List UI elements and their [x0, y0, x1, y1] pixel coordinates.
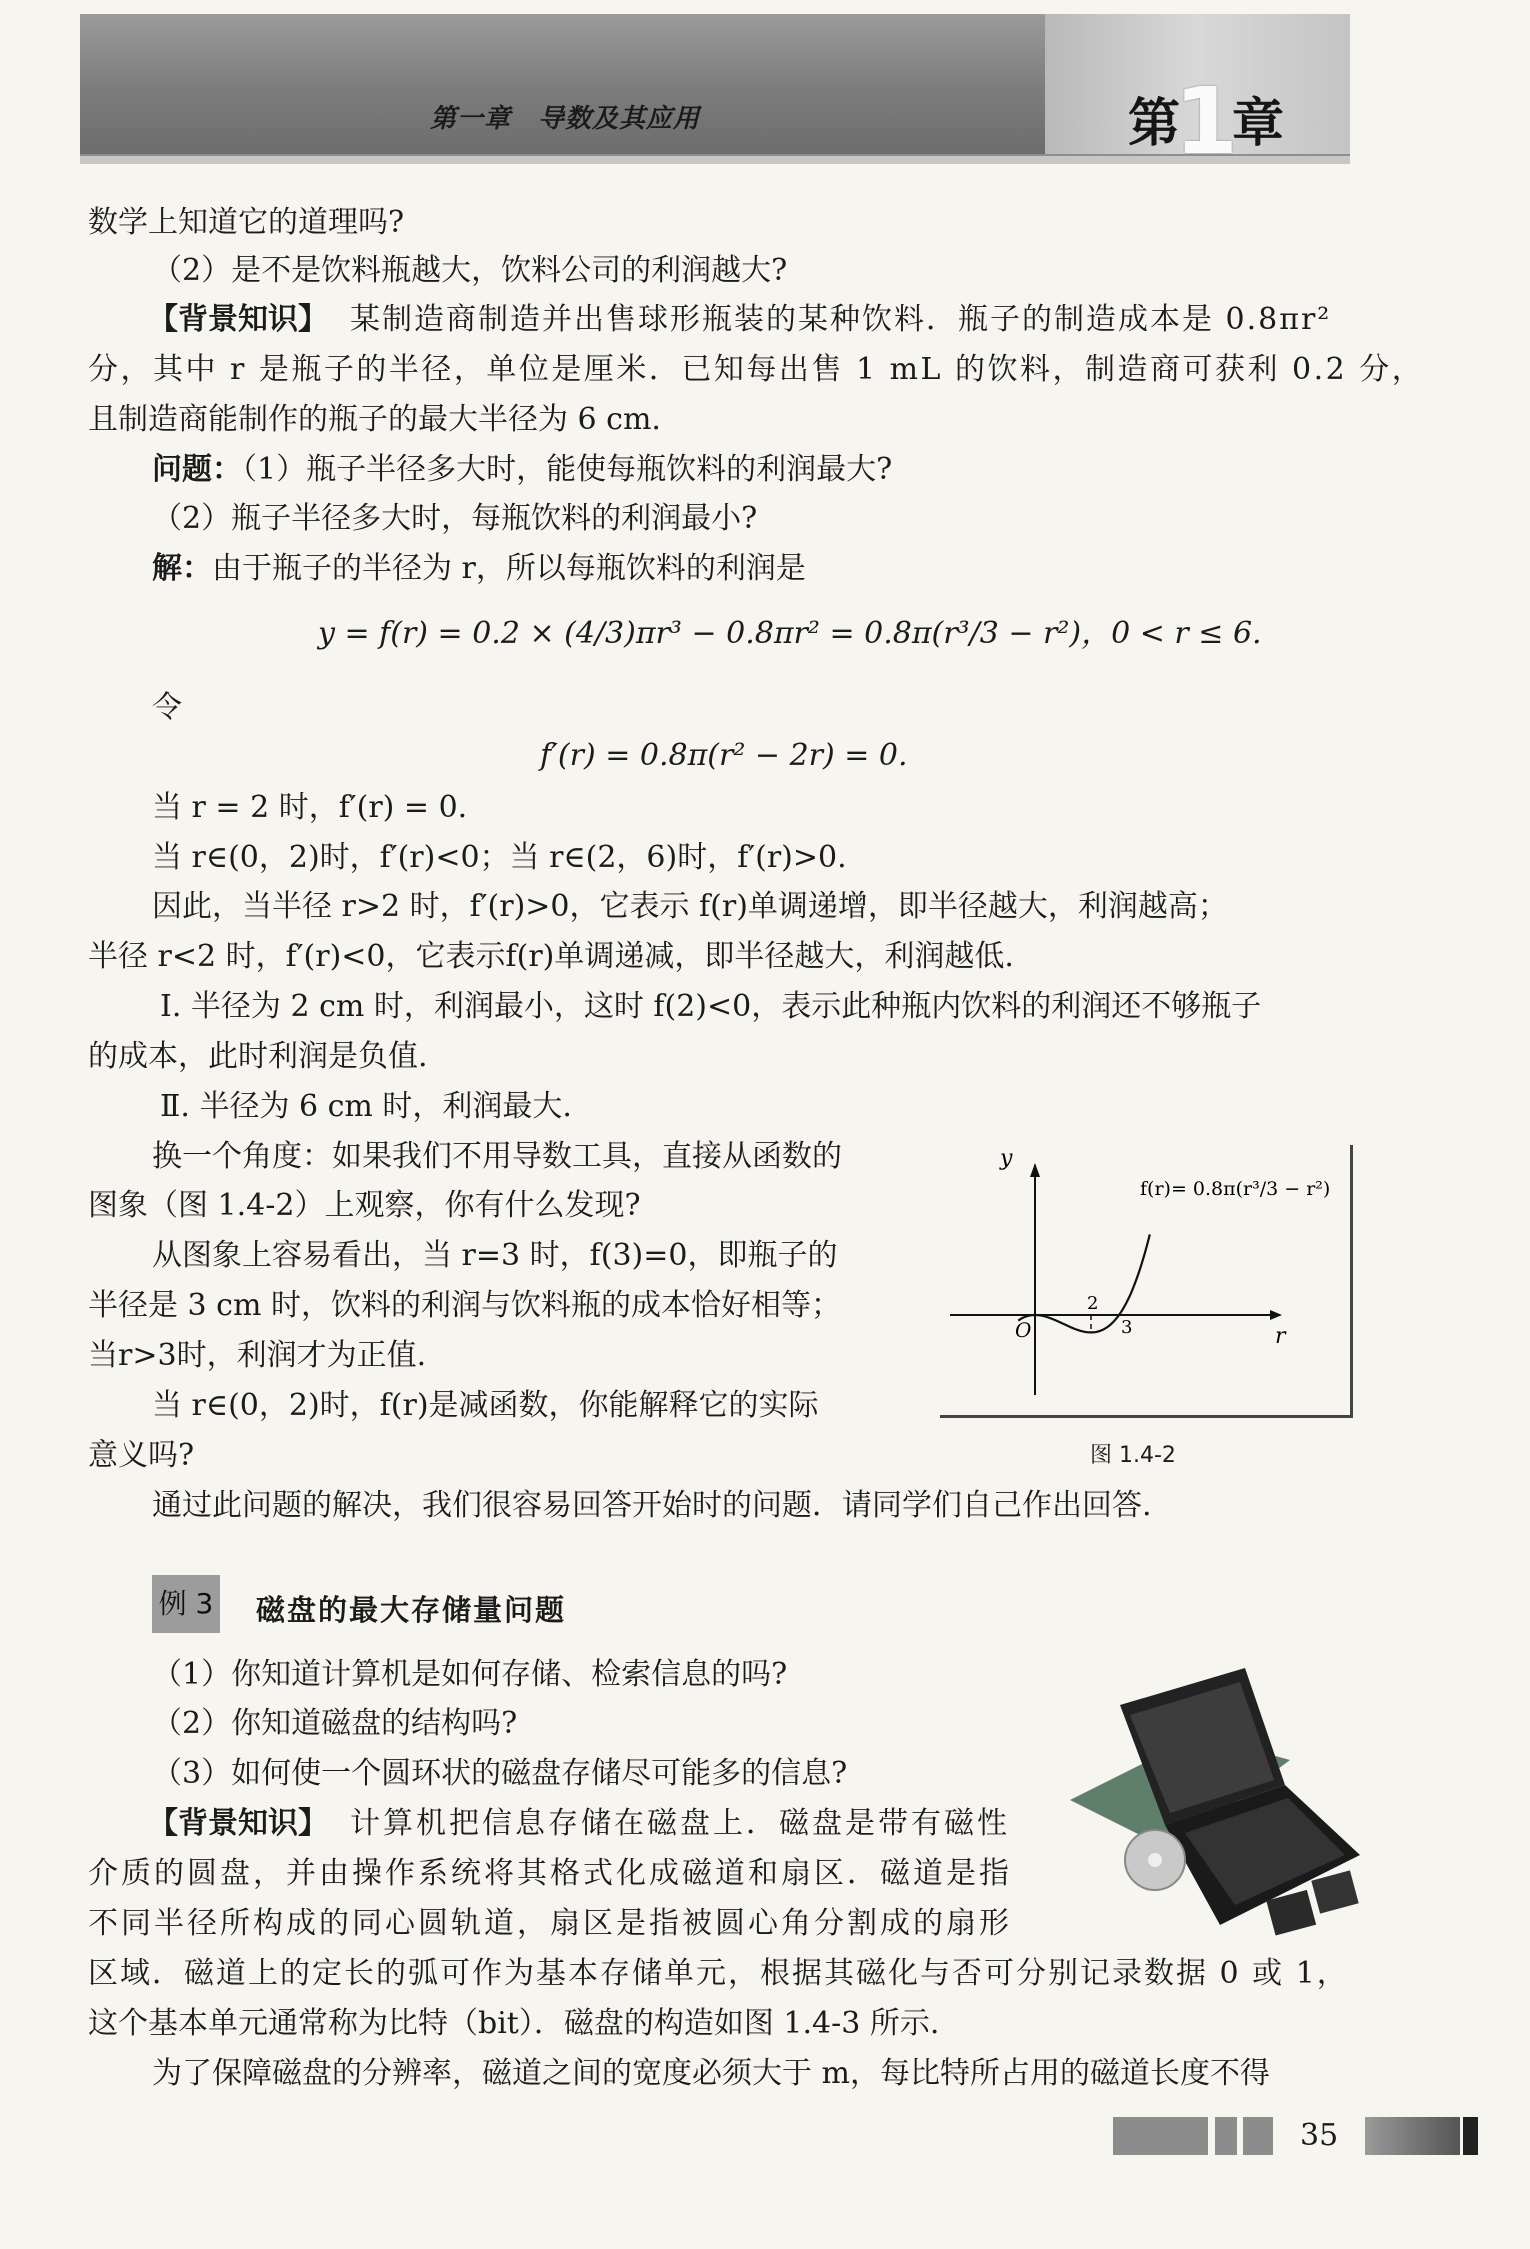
text-line: 半径 r<2 时，f′(r)<0，它表示f(r)单调递减，即半径越大，利润越低.: [88, 939, 1014, 974]
text-line: （2）瓶子半径多大时，每瓶饮料的利润最小?: [152, 501, 758, 536]
footer-bar: [1243, 2117, 1273, 2155]
text-line: 换一个角度：如果我们不用导数工具，直接从函数的: [152, 1139, 842, 1174]
chapter-pre: 第: [1128, 94, 1183, 154]
text-content: 计算机把信息存储在磁盘上．磁盘是带有磁性: [350, 1806, 1010, 1841]
text-line: （1）你知道计算机是如何存储、检索信息的吗?: [152, 1657, 788, 1692]
text-content: 某制造商制造并出售球形瓶装的某种饮料．瓶子的制造成本是 0.8πr²: [350, 302, 1332, 337]
text-line: Ⅰ. 半径为 2 cm 时，利润最小，这时 f(2)<0，表示此种瓶内饮料的利润还不够瓶子: [160, 989, 1262, 1024]
floppy-disk-icon: [1311, 1870, 1358, 1913]
text-line: [152, 452, 892, 488]
text-line: [148, 302, 1331, 338]
text-line: [152, 551, 806, 587]
x-axis-label: r: [1275, 1324, 1286, 1349]
figure-frame: [940, 1145, 1353, 1418]
text-line: 意义吗?: [88, 1438, 195, 1473]
laptop-image: [1060, 1650, 1370, 1950]
equation-derivative: f′(r) = 0.8π(r² − 2r) = 0.: [540, 738, 908, 773]
text-line: 当 r∈(0，2)时，f(r)是减函数，你能解释它的实际: [152, 1388, 819, 1423]
example-label: 例 3: [152, 1575, 220, 1633]
y-axis-arrow: [1030, 1163, 1040, 1177]
text-line: 令: [152, 690, 182, 725]
text-line: 数学上知道它的道理吗?: [88, 205, 405, 240]
laptop-illustration: [1060, 1650, 1370, 1950]
function-graph: [940, 1145, 1350, 1415]
equation-profit: y = f(r) = 0.2 × (4/3)πr³ − 0.8πr² = 0.8π(r³/3 − r²)，0 < r ≤ 6.: [318, 616, 1262, 651]
footer-bar: [1215, 2117, 1237, 2155]
text-line: （3）如何使一个圆环状的磁盘存储尽可能多的信息?: [152, 1756, 848, 1791]
origin-label: O: [1015, 1318, 1032, 1342]
text-line: 分，其中 r 是瓶子的半径，单位是厘米．已知每出售 1 mL 的饮料，制造商可获利 0.2 分，: [88, 352, 1425, 387]
text-line: 介质的圆盘，并由操作系统将其格式化成磁道和扇区．磁道是指: [88, 1856, 1012, 1891]
text-line: （2）是不是饮料瓶越大，饮料公司的利润越大?: [152, 253, 788, 288]
example-title: 磁盘的最大存储量问题: [256, 1593, 567, 1627]
text-content: 由于瓶子的半径为 r，所以每瓶饮料的利润是: [212, 551, 806, 586]
text-line: 当 r = 2 时，f′(r) = 0.: [152, 790, 468, 825]
page-number: 35: [1300, 2118, 1339, 2153]
text-line: Ⅱ. 半径为 6 cm 时，利润最大.: [160, 1089, 572, 1124]
solution-label: 解：: [152, 551, 212, 586]
text-line: 的成本，此时利润是负值.: [88, 1039, 428, 1074]
text-content: （1）瓶子半径多大时，能使每瓶饮料的利润最大?: [242, 452, 893, 487]
footer-bar: [1463, 2117, 1478, 2155]
text-line: 不同半径所构成的同心圆轨道，扇区是指被圆心角分割成的扇形: [88, 1906, 1012, 1941]
text-line: 当r>3时，利润才为正值.: [88, 1338, 427, 1373]
text-line: 为了保障磁盘的分辨率，磁道之间的宽度必须大于 m，每比特所占用的磁道长度不得: [152, 2056, 1270, 2091]
chapter-number: 1: [1174, 68, 1241, 175]
text-line: 当 r∈(0，2)时，f′(r)<0；当 r∈(2，6)时，f′(r)>0.: [152, 840, 847, 875]
text-line: 因此，当半径 r>2 时，f′(r)>0，它表示 f(r)单调递增，即半径越大，利润越高；: [152, 889, 1228, 924]
figure-caption: 图 1.4-2: [1090, 1443, 1176, 1468]
chapter-post: 章: [1232, 94, 1287, 154]
text-line: 通过此问题的解决，我们很容易回答开始时的问题．请同学们自己作出回答.: [152, 1488, 1152, 1523]
background-label: 【背景知识】: [148, 1806, 328, 1841]
background-label: 【背景知识】: [148, 302, 328, 337]
text-line: （2）你知道磁盘的结构吗?: [152, 1706, 518, 1741]
function-label: f(r)= 0.8π(r³/3 − r²): [1140, 1178, 1331, 1200]
footer-bar: [1113, 2117, 1208, 2155]
text-line: 从图象上容易看出，当 r=3 时，f(3)=0，即瓶子的: [152, 1238, 838, 1273]
text-line: [148, 1806, 1010, 1842]
footer-bar: [1365, 2117, 1460, 2155]
cd-hole: [1148, 1853, 1162, 1867]
question-label: 问题：: [152, 452, 242, 487]
tick-label-3: 3: [1121, 1317, 1133, 1338]
chapter-label: [1128, 68, 1286, 175]
x-axis-arrow: [1270, 1310, 1282, 1320]
text-line: 区域．磁道上的定长的弧可作为基本存储单元，根据其磁化与否可分别记录数据 0 或 1，: [88, 1956, 1349, 1991]
y-axis-label: y: [1000, 1146, 1013, 1171]
running-title: 第一章 导数及其应用: [430, 104, 701, 134]
text-line: 半径是 3 cm 时，饮料的利润与饮料瓶的成本恰好相等；: [88, 1288, 841, 1323]
text-line: 图象（图 1.4-2）上观察，你有什么发现?: [88, 1188, 641, 1223]
text-line: 且制造商能制作的瓶子的最大半径为 6 cm.: [88, 402, 661, 437]
tick-label-2: 2: [1087, 1293, 1099, 1314]
text-line: 这个基本单元通常称为比特（bit）．磁盘的构造如图 1.4-3 所示.: [88, 2006, 940, 2041]
